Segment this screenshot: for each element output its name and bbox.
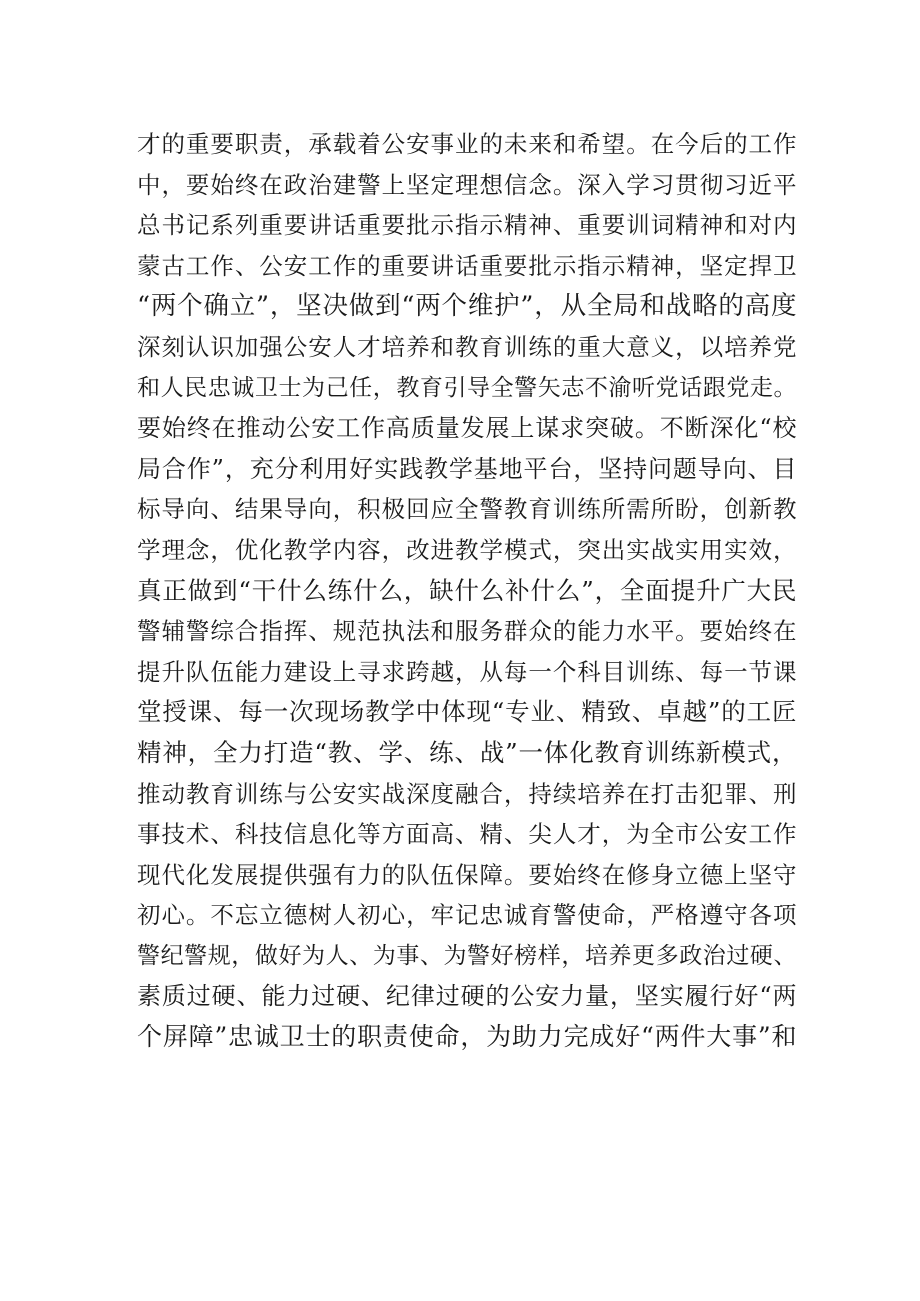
text-line: 标导向、结果导向，积极回应全警教育训练所需所盼，创新教 [137, 495, 797, 524]
body-paragraph [137, 124, 797, 1058]
text-line: “两个确立”，坚决做到“两个维护”，从全局和战略的高度 [137, 291, 797, 322]
text-line: 精神，全力打造“教、学、练、战”一体化教育训练新模式， [137, 737, 797, 767]
text-line: 推动教育训练与公安实战深度融合，持续培养在打击犯罪、刑 [137, 779, 797, 808]
text-line: 总书记系列重要讲话重要批示指示精神、重要训词精神和对内 [137, 211, 797, 240]
text-line: 提升队伍能力建设上寻求跨越，从每一个科目训练、每一节课 [137, 657, 797, 686]
text-line: 蒙古工作、公安工作的重要讲话重要批示指示精神，坚定捍卫 [137, 251, 797, 280]
text-line: 现代化发展提供强有力的队伍保障。要始终在修身立德上坚守 [137, 860, 797, 889]
text-line: 和人民忠诚卫士为己任，教育引导全警矢志不渝听党话跟党走。 [137, 374, 797, 401]
text-line: 真正做到“干什么练什么，缺什么补什么”，全面提升广大民 [137, 575, 797, 605]
text-line: 深刻认识加强公安人才培养和教育训练的重大意义，以培养党 [137, 332, 797, 361]
text-line: 要始终在推动公安工作高质量发展上谋求突破。不断深化“校 [137, 414, 797, 443]
text-line: 才的重要职责，承载着公安事业的未来和希望。在今后的工作 [137, 130, 797, 158]
text-line: 局合作”，充分利用好实践教学基地平台，坚持问题导向、目 [137, 454, 797, 483]
text-line: 素质过硬、能力过硬、纪律过硬的公安力量，坚实履行好“两 [137, 982, 797, 1011]
text-line: 事技术、科技信息化等方面高、精、尖人才，为全市公安工作 [137, 820, 797, 849]
text-line: 初心。不忘立德树人初心，牢记忠诚育警使命，严格遵守各项 [137, 901, 797, 930]
text-line: 警纪警规，做好为人、为事、为警好榜样，培养更多政治过硬、 [137, 942, 797, 969]
text-line: 中，要始终在政治建警上坚定理想信念。深入学习贯彻习近平 [137, 170, 797, 199]
text-line: 个屏障”忠诚卫士的职责使命，为助力完成好“两件大事”和 [137, 1022, 797, 1052]
text-line: 警辅警综合指挥、规范执法和服务群众的能力水平。要始终在 [137, 617, 797, 646]
text-line: 堂授课、每一次现场教学中体现“专业、精致、卓越”的工匠 [137, 697, 797, 727]
text-line: 学理念，优化教学内容，改进教学模式，突出实战实用实效， [137, 535, 797, 564]
